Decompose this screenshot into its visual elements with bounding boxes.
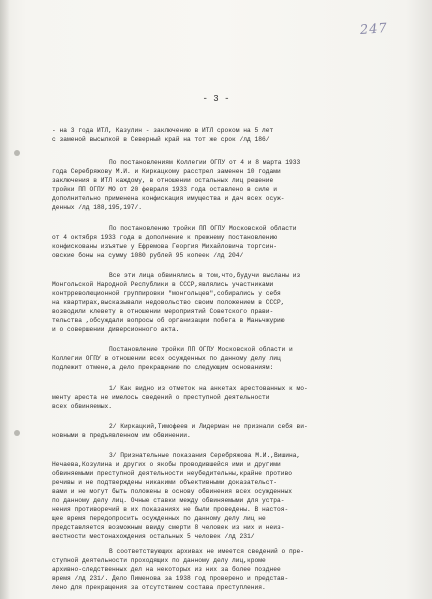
text-line: подлежит отмене,а дело прекращению по следующим основаниям:: [52, 364, 274, 371]
text-line: вестности местонахождения остальных 5 человек /лд 231/: [52, 533, 255, 540]
text-line: возводили клевету в отношении мероприятий Советского прави-: [52, 308, 274, 315]
text-line: на квартирах,высказывали недовольство своим положением в СССР,: [52, 299, 285, 306]
text-line: нения противоречий в их показаниях не были проведены. В настоя-: [52, 506, 289, 513]
text-line: речивы и не подтверждены никакими объективными доказательст-: [52, 479, 278, 486]
text-line: года Серебряжову М.И. и Киркацкому расстрел заменен 10 годами: [52, 168, 281, 175]
text-line: обвиняемыми преступной деятельности неубедительны,крайне противо: [52, 470, 293, 477]
text-line: новными в предъявленном им обвинении.: [52, 432, 191, 439]
text-line: Все эти лица обвинялись в том,что,будучи высланы из: [109, 272, 301, 279]
text-line: дополнительно применена конфискация имущества и дач всех осуж-: [52, 195, 285, 202]
text-line: представляется возможным ввиду смерти 8 человек из них и неиз-: [52, 524, 285, 531]
text-line: - на 3 года ИТЛ, Казулин - заключению в ИТЛ сроком на 5 лет: [52, 127, 274, 134]
text-line: овские боны на сумму 1080 рублей 95 копеек /лд 204/: [52, 252, 244, 259]
text-line: денных /лд 188,195,197/.: [52, 204, 143, 211]
text-line: и о совершении диверсионного акта.: [52, 326, 180, 333]
text-line: Монгольской Народной Республики в СССР,являлись участниками: [52, 281, 274, 288]
text-line: ступной деятельности проходящих по данному делу лиц,кроме: [52, 557, 266, 564]
text-line: В соответствующих архивах не имеется сведений о пре-: [109, 548, 305, 555]
text-line: с заменой высылкой в Северный край на тот же срок /лд 186/: [52, 136, 270, 143]
page-number: - 3 -: [202, 94, 230, 104]
text-line: 3/ Признательные показания Серебряжова М.И.,Вишина,: [109, 452, 301, 459]
text-line: тройки ПП ОГПУ МО от 20 февраля 1933 года оставлено в силе и: [52, 186, 278, 193]
text-line: архивно-следственных дел на некоторых из них за более позднее: [52, 566, 281, 573]
text-line: конфискованы изъятые у Ефремова Георгия Михайловича торгсин-: [52, 243, 278, 250]
text-line: тельства ,обсуждали вопросы об организации побега в Маньчжурию: [52, 317, 285, 324]
text-line: Нечаева,Козулина и других о якобы проводившейся ими и другими: [52, 461, 281, 468]
text-line: менту ареста не имелось сведений о преступной деятельности: [52, 394, 270, 401]
text-line: от 4 октября 1933 года в дополнение к прежнему постановлению: [52, 234, 278, 241]
text-line: контрреволюционной группировки "монгольцев",собирались у себя: [52, 290, 281, 297]
text-line: 1/ Как видно из отметок на анкетах арестованных к мо-: [109, 385, 308, 392]
text-line: лено для прекращения за отсутствием состава преступления.: [52, 584, 266, 591]
text-line: 2/ Киркацкий,Тимофеев и Лидерман не признали себя ви-: [109, 423, 308, 430]
text-line: вами и не могут быть положены в основу обвинения всех осужденных: [52, 488, 293, 495]
text-line: заключения в ИТЛ каждому, в отношении остальных лиц решение: [52, 177, 274, 184]
text-line: По постановлению тройки ПП ОГПУ Московской области: [109, 225, 297, 232]
text-line: щее время передопросить осужденных по данному делу лиц не: [52, 515, 266, 522]
text-line: по данному делу лиц. Очные ставки между обвиняемыми для устра-: [52, 497, 285, 504]
text-line: всех обвиняемых.: [52, 403, 113, 410]
text-line: Коллегии ОГПУ в отношении всех осужденных по данному делу лиц: [52, 355, 281, 362]
text-line: По постановлениям Коллегии ОГПУ от 4 и 8 марта 1933: [109, 159, 301, 166]
text-line: время /лд 231/. Дело Пименова за 1938 год проверено и представ-: [52, 575, 289, 582]
archive-page-number: 247: [359, 21, 389, 38]
text-line: Постановление тройки ПП ОГПУ Московской области и: [109, 346, 293, 353]
